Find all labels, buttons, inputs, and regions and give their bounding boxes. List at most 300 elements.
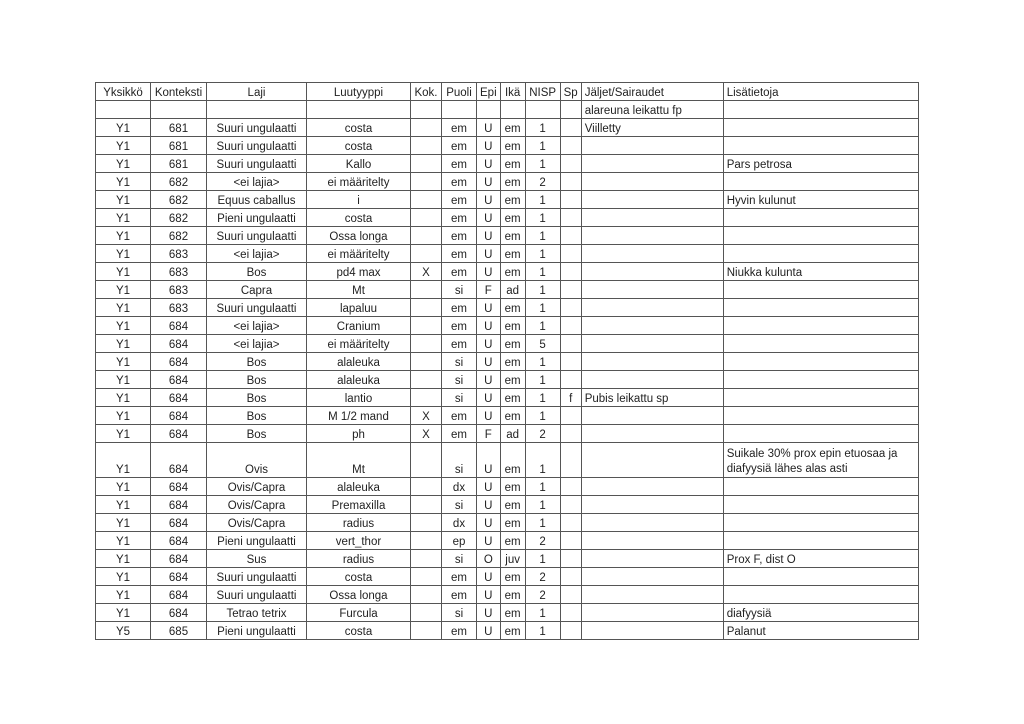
table-cell-yksikko: Y1 — [96, 281, 151, 299]
table-cell-konteksti: 684 — [151, 478, 207, 496]
table-cell-nisp: 1 — [525, 119, 560, 137]
table-cell-luutyyppi: radius — [307, 514, 411, 532]
table-cell-lisatietoja — [723, 496, 918, 514]
table-cell-sp — [560, 137, 581, 155]
table-cell-yksikko: Y1 — [96, 443, 151, 478]
table-row — [96, 389, 919, 407]
table-cell-puoli: em — [442, 335, 477, 353]
table-cell-epi: U — [477, 443, 501, 478]
table-cell-laji: Bos — [207, 353, 307, 371]
table-cell-nisp: 2 — [525, 532, 560, 550]
table-cell-konteksti: 684 — [151, 425, 207, 443]
table-cell-ika: em — [500, 622, 525, 640]
table-cell-ika: em — [500, 389, 525, 407]
table-cell-kok — [411, 101, 442, 119]
table-cell-konteksti: 683 — [151, 245, 207, 263]
table-cell-kok — [411, 371, 442, 389]
table-cell-lisatietoja — [723, 317, 918, 335]
table-cell-ika: em — [500, 407, 525, 425]
table-cell-luutyyppi: radius — [307, 550, 411, 568]
table-cell-jaljet-sairaudet — [581, 550, 723, 568]
table-cell-kok — [411, 137, 442, 155]
table-cell-ika: em — [500, 478, 525, 496]
table-cell-yksikko: Y1 — [96, 155, 151, 173]
table-cell-laji: Bos — [207, 263, 307, 281]
table-cell-yksikko: Y1 — [96, 550, 151, 568]
table-cell-nisp: 1 — [525, 478, 560, 496]
table-cell-yksikko: Y1 — [96, 245, 151, 263]
table-cell-ika: em — [500, 209, 525, 227]
table-cell-lisatietoja — [723, 335, 918, 353]
table-cell-luutyyppi: ei määritelty — [307, 245, 411, 263]
table-cell-laji: Suuri ungulaatti — [207, 568, 307, 586]
table-cell-yksikko: Y1 — [96, 407, 151, 425]
table-cell-luutyyppi: Furcula — [307, 604, 411, 622]
table-cell-kok — [411, 119, 442, 137]
table-cell-lisatietoja — [723, 101, 918, 119]
table-cell-puoli: em — [442, 622, 477, 640]
table-cell-yksikko: Y1 — [96, 389, 151, 407]
table-cell-sp — [560, 101, 581, 119]
table-cell-nisp: 1 — [525, 353, 560, 371]
table-cell-laji: Ovis/Capra — [207, 496, 307, 514]
table-cell-sp — [560, 514, 581, 532]
table-cell-sp — [560, 568, 581, 586]
table-cell-puoli: si — [442, 353, 477, 371]
table-cell-konteksti: 684 — [151, 604, 207, 622]
table-cell-yksikko: Y1 — [96, 568, 151, 586]
table-cell-sp — [560, 299, 581, 317]
table-cell-jaljet-sairaudet — [581, 335, 723, 353]
table-cell-jaljet-sairaudet: Pubis leikattu sp — [581, 389, 723, 407]
table-cell-kok — [411, 443, 442, 478]
table-row — [96, 137, 919, 155]
table-cell-ika — [500, 101, 525, 119]
table-cell-luutyyppi: pd4 max — [307, 263, 411, 281]
table-cell-epi: U — [477, 371, 501, 389]
table-cell-sp — [560, 263, 581, 281]
table-row — [96, 173, 919, 191]
table-cell-nisp: 2 — [525, 586, 560, 604]
table-cell-luutyyppi: i — [307, 191, 411, 209]
table-cell-sp — [560, 532, 581, 550]
table-cell-ika: em — [500, 173, 525, 191]
table-row — [96, 245, 919, 263]
table-cell-laji: <ei lajia> — [207, 173, 307, 191]
table-cell-ika: em — [500, 604, 525, 622]
table-cell-luutyyppi: ei määritelty — [307, 335, 411, 353]
table-cell-konteksti: 683 — [151, 263, 207, 281]
table-cell-puoli: em — [442, 191, 477, 209]
table-cell-lisatietoja — [723, 281, 918, 299]
table-cell-jaljet-sairaudet — [581, 443, 723, 478]
table-cell-luutyyppi: alaleuka — [307, 371, 411, 389]
table-cell-nisp: 1 — [525, 263, 560, 281]
table-cell-laji: Bos — [207, 389, 307, 407]
table-cell-konteksti: 684 — [151, 496, 207, 514]
table-cell-laji: Capra — [207, 281, 307, 299]
table-cell-puoli: em — [442, 299, 477, 317]
table-cell-kok — [411, 532, 442, 550]
table-cell-puoli: em — [442, 425, 477, 443]
table-cell-ika: em — [500, 532, 525, 550]
table-cell-luutyyppi: Kallo — [307, 155, 411, 173]
table-cell-yksikko: Y1 — [96, 299, 151, 317]
table-row — [96, 191, 919, 209]
table-row — [96, 371, 919, 389]
table-row — [96, 317, 919, 335]
finds-table — [95, 82, 919, 640]
table-cell-ika: juv — [500, 550, 525, 568]
table-cell-jaljet-sairaudet — [581, 227, 723, 245]
table-cell-epi: U — [477, 586, 501, 604]
table-cell-konteksti: 684 — [151, 443, 207, 478]
table-cell-lisatietoja — [723, 532, 918, 550]
table-cell-jaljet-sairaudet: Viilletty — [581, 119, 723, 137]
table-cell-lisatietoja: Suikale 30% prox epin etuosaa ja diafyysiä lähes alas asti — [723, 443, 918, 478]
table-cell-kok: X — [411, 407, 442, 425]
table-cell-ika: ad — [500, 425, 525, 443]
table-cell-sp — [560, 496, 581, 514]
table-cell-epi: O — [477, 550, 501, 568]
table-cell-kok: X — [411, 425, 442, 443]
table-cell-nisp: 1 — [525, 496, 560, 514]
table-cell-epi — [477, 101, 501, 119]
table-cell-ika: em — [500, 568, 525, 586]
table-cell-puoli: em — [442, 155, 477, 173]
table-cell-lisatietoja: diafyysiä — [723, 604, 918, 622]
header-col-laji: Laji — [207, 83, 307, 101]
table-cell-konteksti: 684 — [151, 389, 207, 407]
table-cell-nisp: 1 — [525, 443, 560, 478]
table-cell-yksikko: Y1 — [96, 317, 151, 335]
table-cell-yksikko: Y1 — [96, 371, 151, 389]
table-cell-yksikko: Y1 — [96, 586, 151, 604]
table-cell-epi: U — [477, 389, 501, 407]
table-cell-laji: Ovis — [207, 443, 307, 478]
table-cell-luutyyppi — [307, 101, 411, 119]
table-cell-ika: em — [500, 299, 525, 317]
table-cell-sp — [560, 281, 581, 299]
table-cell-lisatietoja — [723, 478, 918, 496]
table-cell-luutyyppi: alaleuka — [307, 353, 411, 371]
table-cell-kok — [411, 155, 442, 173]
table-cell-puoli: em — [442, 263, 477, 281]
header-col-konteksti: Konteksti — [151, 83, 207, 101]
table-cell-luutyyppi: costa — [307, 209, 411, 227]
table-cell-yksikko: Y1 — [96, 209, 151, 227]
table-cell-yksikko: Y1 — [96, 335, 151, 353]
table-cell-kok — [411, 586, 442, 604]
table-cell-jaljet-sairaudet — [581, 263, 723, 281]
table-cell-laji: Suuri ungulaatti — [207, 586, 307, 604]
table-cell-kok — [411, 478, 442, 496]
table-cell-konteksti: 683 — [151, 299, 207, 317]
table-cell-konteksti — [151, 101, 207, 119]
table-cell-epi: F — [477, 425, 501, 443]
table-cell-jaljet-sairaudet — [581, 568, 723, 586]
table-row — [96, 478, 919, 496]
table-cell-sp — [560, 407, 581, 425]
table-cell-nisp: 1 — [525, 191, 560, 209]
table-cell-laji: Bos — [207, 407, 307, 425]
table-cell-luutyyppi: Premaxilla — [307, 496, 411, 514]
table-cell-puoli: si — [442, 550, 477, 568]
table-cell-yksikko: Y1 — [96, 514, 151, 532]
table-cell-nisp: 1 — [525, 245, 560, 263]
table-cell-epi: U — [477, 245, 501, 263]
table-cell-yksikko: Y1 — [96, 137, 151, 155]
table-cell-kok — [411, 191, 442, 209]
table-cell-jaljet-sairaudet — [581, 425, 723, 443]
table-cell-yksikko: Y1 — [96, 478, 151, 496]
table-cell-sp — [560, 119, 581, 137]
table-row — [96, 496, 919, 514]
table-cell-epi: U — [477, 191, 501, 209]
table-cell-luutyyppi: costa — [307, 137, 411, 155]
table-cell-luutyyppi: ei määritelty — [307, 173, 411, 191]
table-cell-luutyyppi: Mt — [307, 281, 411, 299]
table-row — [96, 425, 919, 443]
table-cell-puoli: ep — [442, 532, 477, 550]
table-cell-lisatietoja — [723, 371, 918, 389]
table-cell-nisp: 1 — [525, 550, 560, 568]
table-cell-konteksti: 684 — [151, 586, 207, 604]
table-cell-konteksti: 685 — [151, 622, 207, 640]
table-row — [96, 335, 919, 353]
table-cell-luutyyppi: alaleuka — [307, 478, 411, 496]
table-cell-jaljet-sairaudet — [581, 155, 723, 173]
table-cell-konteksti: 682 — [151, 173, 207, 191]
table-cell-epi: U — [477, 514, 501, 532]
table-cell-laji: <ei lajia> — [207, 245, 307, 263]
table-cell-puoli: em — [442, 407, 477, 425]
table-cell-laji: Tetrao tetrix — [207, 604, 307, 622]
table-cell-lisatietoja: Palanut — [723, 622, 918, 640]
table-cell-epi: F — [477, 281, 501, 299]
table-cell-laji: Pieni ungulaatti — [207, 622, 307, 640]
table-cell-konteksti: 682 — [151, 227, 207, 245]
table-row — [96, 155, 919, 173]
table-cell-ika: em — [500, 137, 525, 155]
table-cell-sp — [560, 191, 581, 209]
table-cell-laji: Ovis/Capra — [207, 514, 307, 532]
table-row — [96, 353, 919, 371]
table-cell-yksikko: Y1 — [96, 353, 151, 371]
table-cell-kok: X — [411, 263, 442, 281]
table-cell-epi: U — [477, 532, 501, 550]
table-cell-nisp: 1 — [525, 371, 560, 389]
table-cell-jaljet-sairaudet — [581, 137, 723, 155]
table-cell-luutyyppi: costa — [307, 622, 411, 640]
table-cell-konteksti: 681 — [151, 155, 207, 173]
table-cell-laji: <ei lajia> — [207, 335, 307, 353]
header-col-sp: Sp — [560, 83, 581, 101]
table-cell-lisatietoja — [723, 173, 918, 191]
table-cell-luutyyppi: ph — [307, 425, 411, 443]
table-cell-epi: U — [477, 173, 501, 191]
table-cell-puoli: si — [442, 496, 477, 514]
table-cell-puoli — [442, 101, 477, 119]
table-cell-sp — [560, 586, 581, 604]
table-cell-kok — [411, 622, 442, 640]
table-cell-nisp: 5 — [525, 335, 560, 353]
table-cell-nisp: 1 — [525, 622, 560, 640]
table-cell-kok — [411, 245, 442, 263]
table-cell-luutyyppi: vert_thor — [307, 532, 411, 550]
table-cell-epi: U — [477, 622, 501, 640]
table-cell-ika: em — [500, 514, 525, 532]
table-cell-luutyyppi: costa — [307, 568, 411, 586]
header-col-lisatietoja: Lisätietoja — [723, 83, 918, 101]
table-cell-puoli: em — [442, 227, 477, 245]
header-col-kok: Kok. — [411, 83, 442, 101]
table-cell-puoli: dx — [442, 478, 477, 496]
table-cell-nisp: 1 — [525, 407, 560, 425]
table-cell-ika: em — [500, 263, 525, 281]
table-cell-puoli: si — [442, 371, 477, 389]
table-cell-ika: em — [500, 586, 525, 604]
table-cell-laji: Suuri ungulaatti — [207, 227, 307, 245]
table-cell-lisatietoja — [723, 245, 918, 263]
table-cell-jaljet-sairaudet — [581, 191, 723, 209]
table-cell-konteksti: 683 — [151, 281, 207, 299]
table-cell-konteksti: 684 — [151, 371, 207, 389]
table-cell-jaljet-sairaudet — [581, 532, 723, 550]
table-cell-konteksti: 684 — [151, 568, 207, 586]
table-cell-nisp: 1 — [525, 209, 560, 227]
table-cell-laji: Pieni ungulaatti — [207, 532, 307, 550]
table-row — [96, 407, 919, 425]
table-cell-epi: U — [477, 335, 501, 353]
table-cell-lisatietoja — [723, 119, 918, 137]
table-cell-nisp: 1 — [525, 514, 560, 532]
table-cell-konteksti: 684 — [151, 407, 207, 425]
table-cell-jaljet-sairaudet — [581, 622, 723, 640]
table-cell-sp — [560, 317, 581, 335]
table-cell-kok — [411, 209, 442, 227]
table-cell-luutyyppi: Mt — [307, 443, 411, 478]
table-cell-kok — [411, 335, 442, 353]
table-row — [96, 299, 919, 317]
table-cell-epi: U — [477, 119, 501, 137]
table-cell-konteksti: 684 — [151, 353, 207, 371]
table-cell-laji: Suuri ungulaatti — [207, 119, 307, 137]
table-cell-ika: em — [500, 245, 525, 263]
table-row — [96, 281, 919, 299]
table-cell-puoli: si — [442, 281, 477, 299]
table-cell-nisp: 2 — [525, 173, 560, 191]
table-cell-jaljet-sairaudet — [581, 514, 723, 532]
table-row — [96, 209, 919, 227]
table-cell-epi: U — [477, 227, 501, 245]
table-cell-puoli: em — [442, 586, 477, 604]
table-cell-sp — [560, 209, 581, 227]
table-cell-nisp: 1 — [525, 604, 560, 622]
table-row — [96, 604, 919, 622]
table-cell-puoli: si — [442, 443, 477, 478]
table-row — [96, 568, 919, 586]
table-cell-jaljet-sairaudet — [581, 173, 723, 191]
table-cell-jaljet-sairaudet — [581, 245, 723, 263]
table-cell-konteksti: 681 — [151, 119, 207, 137]
table-cell-puoli: em — [442, 209, 477, 227]
table-cell-yksikko: Y1 — [96, 532, 151, 550]
table-cell-epi: U — [477, 137, 501, 155]
table-cell-sp — [560, 353, 581, 371]
table-cell-kok — [411, 299, 442, 317]
table-cell-konteksti: 684 — [151, 550, 207, 568]
table-cell-laji: Bos — [207, 425, 307, 443]
table-cell-laji: Suuri ungulaatti — [207, 299, 307, 317]
table-cell-konteksti: 684 — [151, 317, 207, 335]
table-row — [96, 227, 919, 245]
table-cell-kok — [411, 317, 442, 335]
table-cell-konteksti: 684 — [151, 532, 207, 550]
table-cell-lisatietoja — [723, 407, 918, 425]
table-cell-laji: Equus caballus — [207, 191, 307, 209]
table-cell-ika: em — [500, 496, 525, 514]
header-col-ika: Ikä — [500, 83, 525, 101]
table-row — [96, 622, 919, 640]
table-cell-nisp: 1 — [525, 227, 560, 245]
table-cell-kok — [411, 389, 442, 407]
table-cell-yksikko: Y5 — [96, 622, 151, 640]
header-col-yksikko: Yksikkö — [96, 83, 151, 101]
table-cell-lisatietoja — [723, 209, 918, 227]
table-cell-sp — [560, 443, 581, 478]
table-cell-konteksti: 681 — [151, 137, 207, 155]
table-cell-sp — [560, 155, 581, 173]
table-cell-puoli: em — [442, 119, 477, 137]
table-cell-luutyyppi: M 1/2 mand — [307, 407, 411, 425]
table-cell-kok — [411, 514, 442, 532]
table-cell-sp — [560, 604, 581, 622]
table-cell-jaljet-sairaudet — [581, 299, 723, 317]
table-cell-luutyyppi: Ossa longa — [307, 227, 411, 245]
table-cell-luutyyppi: Ossa longa — [307, 586, 411, 604]
table-cell-sp — [560, 550, 581, 568]
table-cell-jaljet-sairaudet — [581, 478, 723, 496]
table-cell-kok — [411, 281, 442, 299]
table-cell-laji: Pieni ungulaatti — [207, 209, 307, 227]
table-cell-sp — [560, 173, 581, 191]
table-cell-luutyyppi: lapaluu — [307, 299, 411, 317]
table-cell-epi: U — [477, 604, 501, 622]
table-cell-lisatietoja — [723, 353, 918, 371]
table-cell-nisp: 1 — [525, 281, 560, 299]
table-cell-luutyyppi: costa — [307, 119, 411, 137]
table-cell-jaljet-sairaudet — [581, 604, 723, 622]
table-cell-sp — [560, 622, 581, 640]
table-cell-konteksti: 682 — [151, 209, 207, 227]
table-cell-ika: em — [500, 119, 525, 137]
header-col-nisp: NISP — [525, 83, 560, 101]
table-cell-yksikko: Y1 — [96, 191, 151, 209]
table-cell-lisatietoja — [723, 586, 918, 604]
table-cell-ika: ad — [500, 281, 525, 299]
table-cell-lisatietoja — [723, 514, 918, 532]
table-cell-jaljet-sairaudet — [581, 407, 723, 425]
table-cell-sp — [560, 335, 581, 353]
table-cell-lisatietoja — [723, 137, 918, 155]
table-cell-jaljet-sairaudet — [581, 586, 723, 604]
table-cell-lisatietoja — [723, 425, 918, 443]
table-cell-lisatietoja — [723, 568, 918, 586]
header-col-epi: Epi — [477, 83, 501, 101]
table-cell-yksikko: Y1 — [96, 496, 151, 514]
table-cell-nisp: 2 — [525, 425, 560, 443]
